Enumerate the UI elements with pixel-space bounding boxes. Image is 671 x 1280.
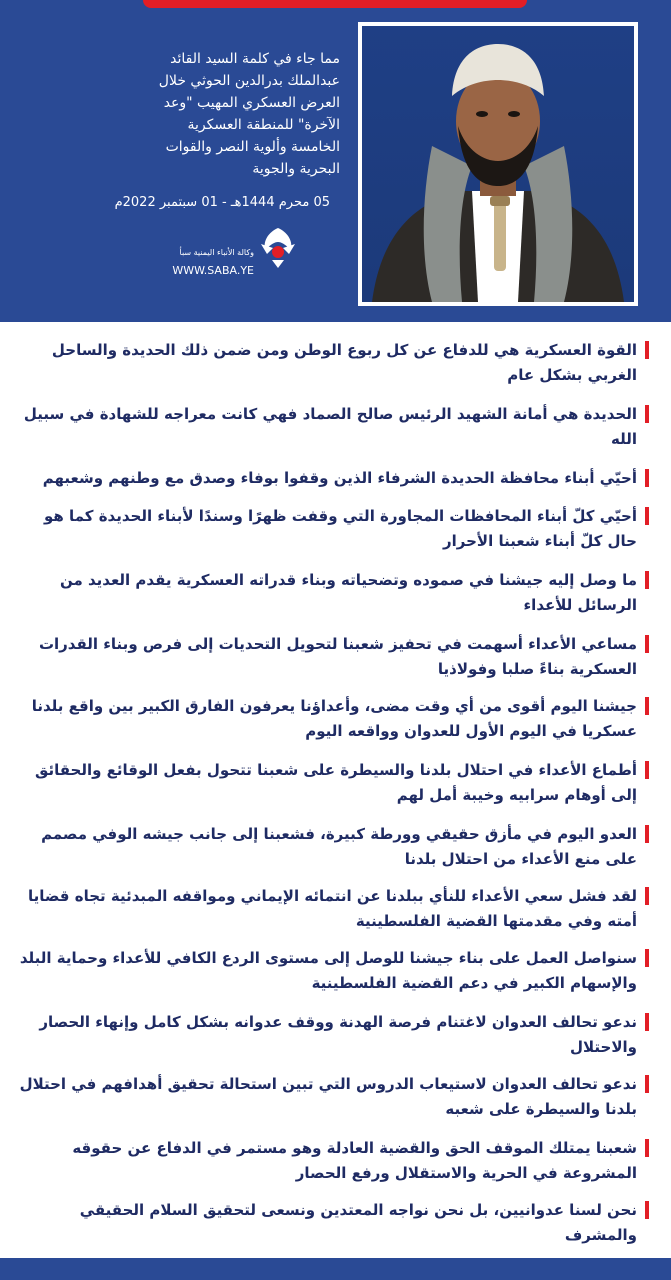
top-accent-bar [143,0,527,8]
quote-item: جيشنا اليوم أقوى من أي وقت مضى، وأعداؤنا يعرفون الفارق الكبير بين واقع بلدنا عسكريا في اليوم الأول للعدوان وواقعه اليوم [19,694,649,744]
speaker-photo [362,26,634,302]
quote-item: ندعو تحالف العدوان لاستيعاب الدروس التي تبين استحالة تحقيق أهدافهم في احتلال بلدنا والسيطرة على شعبه [19,1072,649,1122]
headline: مما جاء في كلمة السيد القائد عبدالملك بدرالدين الحوثي خلال العرض العسكري المهيب "وعد الآخرة" للمنطقة العسكرية الخامسة وألوية النصر والقوات البحرية والجوية [158,51,340,177]
quote-item: الحديدة هي أمانة الشهيد الرئيس صالح الصماد فهي كانت معراجه للشهادة في سبيل الله [19,402,649,452]
quote-item: شعبنا يمتلك الموقف الحق والقضية العادلة وهو مستمر في الدفاع عن حقوقه المشروعة في الحرية والاستقلال ورفع الحصار [19,1136,649,1186]
bottom-bar [0,1258,671,1280]
quote-item: أحيّي أبناء محافظة الحديدة الشرفاء الذين وقفوا بوفاء وصدق مع وطنهم وشعبهم [19,466,649,491]
quote-item: لقد فشل سعي الأعداء للنأي ببلدنا عن انتمائه الإيماني ومواقفه المبدئية تجاه قضايا أمته وفي مقدمتها القضية الفلسطينية [19,884,649,934]
quote-item: مساعي الأعداء أسهمت في تحفيز شعبنا لتحويل التحديات إلى فرص وبناء القدرات العسكرية بناءً صلبا وفولاذيا [19,632,649,682]
quote-item: القوة العسكرية هي للدفاع عن كل ربوع الوطن ومن ضمن ذلك الحديدة والساحل الغربي بشكل عام [19,338,649,388]
agency-name: وكالة الأنباء اليمنية سبأ [179,248,254,257]
quote-item: أطماع الأعداء في احتلال بلدنا والسيطرة على شعبنا تتحول بفعل الوقائع والحقائق إلى أوهام سرابيه وخيبة أمل لهم [19,758,649,808]
quote-item: العدو اليوم في مأزق حقيقي وورطة كبيرة، فشعبنا إلى جانب جيشه الوفي مصمم على منع الأعداء من احتلال بلدنا [19,822,649,872]
quote-item: ما وصل إليه جيشنا في صموده وتضحياته وبناء قدراته العسكرية يقدم العديد من الرسائل للأعداء [19,568,649,618]
speaker-photo-frame [358,22,638,306]
quote-item: نحن لسنا عدوانيين، بل نحن نواجه المعتدين ونسعى لتحقيق السلام الحقيقي والمشرف [19,1198,649,1248]
date-line: 05 محرم 1444هـ - 01 سبتمبر 2022م [114,195,330,210]
quote-item: ندعو تحالف العدوان لاغتنام فرصة الهدنة ووقف عدوانه بشكل كامل وإنهاء الحصار والاحتلال [19,1010,649,1060]
saba-logo-icon [257,224,299,270]
quote-item: سنواصل العمل على بناء جيشنا للوصل إلى مستوى الردع الكافي للأعداء وحماية البلد والإسهام الكبير في دعم القضية الفلسطينية [19,946,649,996]
header-banner [0,0,671,322]
quote-item: أحيّي كلّ أبناء المحافظات المجاورة التي وقفت ظهرًا وسندًا لأبناء الحديدة كما هو حال كلّ أبناء شعبنا الأحرار [19,504,649,554]
agency-url[interactable]: WWW.SABA.YE [172,264,254,277]
